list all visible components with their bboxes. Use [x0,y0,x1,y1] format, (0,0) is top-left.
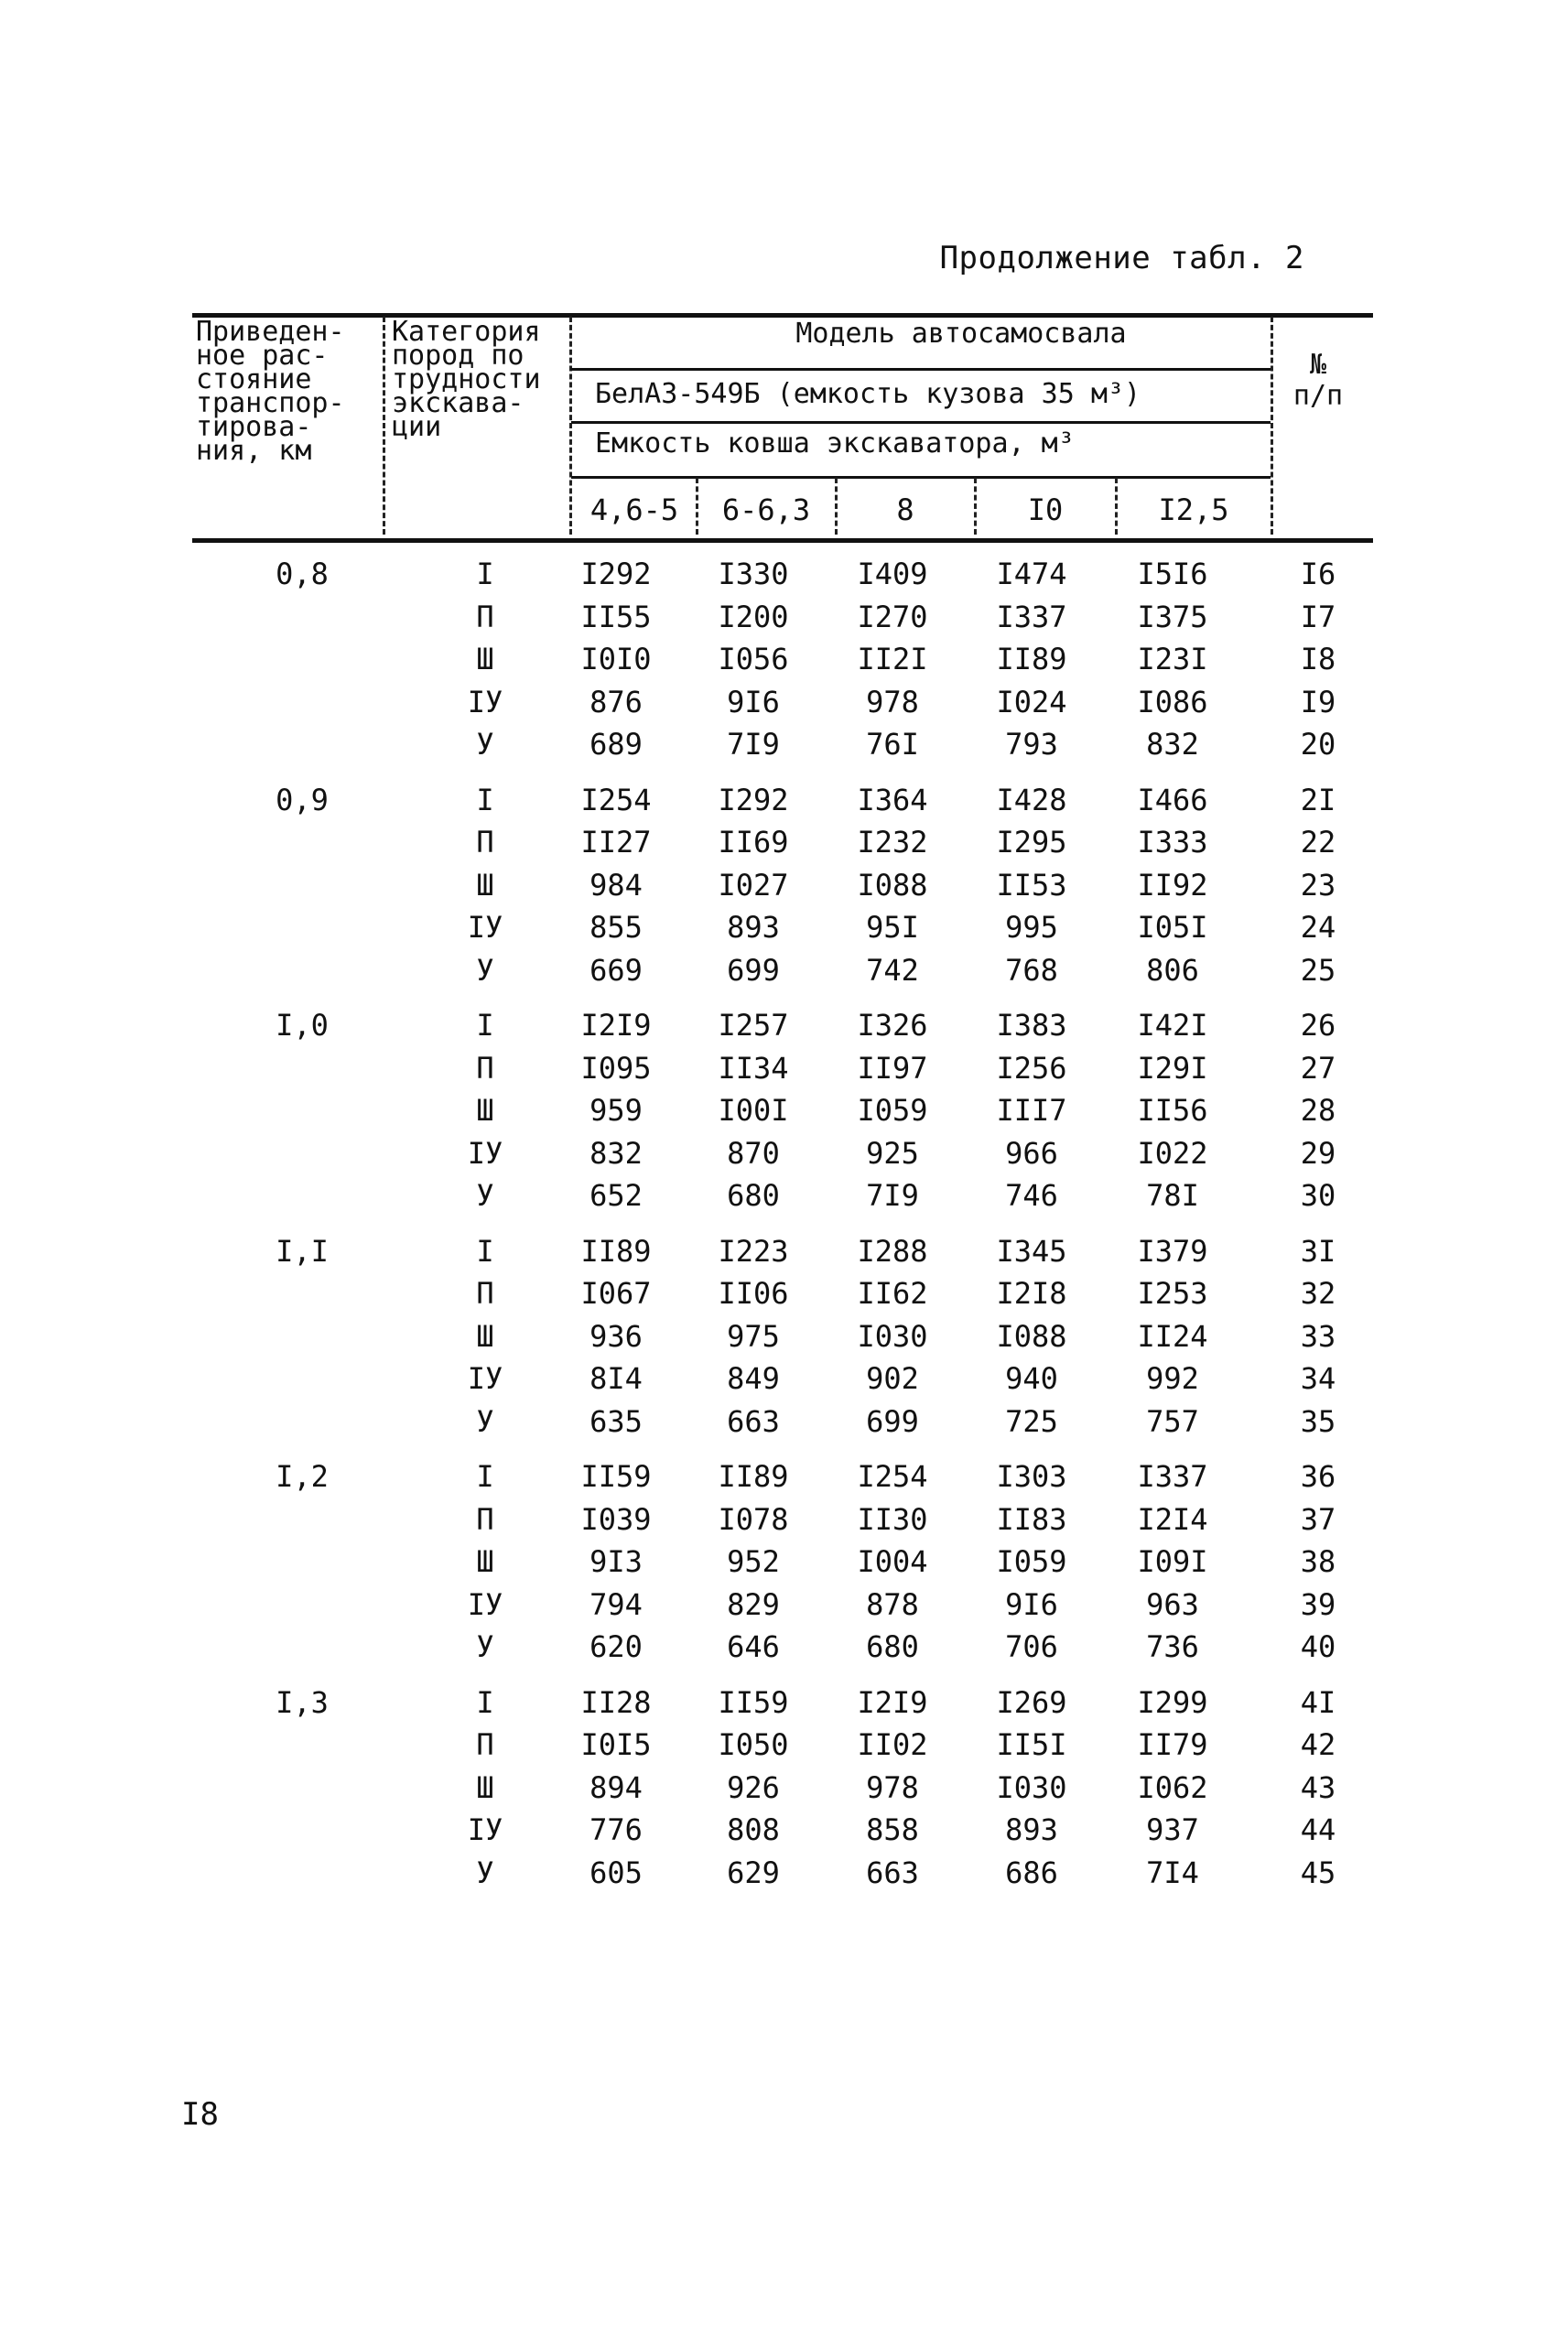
value-cell: I200 [718,599,789,634]
value-cell: I256 [996,1050,1067,1086]
value-cell: 849 [727,1361,780,1396]
category-cell: IУ [467,684,503,719]
value-cell: 680 [727,1178,780,1213]
table-caption: Продолжение табл. 2 [939,240,1304,276]
value-cell: I292 [718,782,789,817]
distance-cell: I,2 [276,1459,329,1494]
value-cell: 926 [727,1769,780,1805]
value-cell: 963 [1146,1586,1199,1622]
row-number-cell: 29 [1300,1135,1336,1171]
value-cell: 686 [1005,1855,1058,1890]
value-cell: 959 [589,1093,643,1128]
category-cell: IУ [467,910,503,945]
value-cell: I364 [857,782,928,817]
value-cell: 776 [589,1812,643,1847]
category-cell: У [476,952,494,988]
value-cell: I375 [1137,599,1208,634]
value-cell: 992 [1146,1361,1199,1396]
value-cell: 7I4 [1146,1855,1199,1890]
value-cell: I050 [718,1727,789,1762]
category-cell: IУ [467,1135,503,1171]
value-cell: I330 [718,557,789,591]
value-cell: 9I3 [589,1544,643,1579]
row-number-cell: 24 [1300,910,1336,945]
value-cell: I474 [996,557,1067,591]
value-cell: 95I [866,910,919,945]
category-cell: У [476,1403,494,1439]
value-cell: I292 [580,557,652,591]
row-number-cell: 34 [1300,1361,1336,1396]
category-cell: IУ [467,1361,503,1396]
value-cell: 936 [589,1318,643,1354]
value-cell: 832 [1146,727,1199,762]
row-number-cell: 43 [1300,1769,1336,1805]
distance-group [192,1454,1373,1667]
value-cell: I095 [580,1050,652,1086]
table-row [192,1722,1373,1765]
value-cell: 757 [1146,1403,1199,1439]
row-number-cell: 42 [1300,1727,1336,1762]
table-row [192,1356,1373,1399]
category-cell: П [476,599,494,634]
row-number-cell: 32 [1300,1276,1336,1311]
category-cell: I [476,1233,494,1269]
value-cell: 652 [589,1178,643,1213]
value-cell: II56 [1137,1093,1208,1128]
table-row [192,1399,1373,1442]
value-cell: I067 [580,1276,652,1311]
category-cell: IУ [467,1812,503,1847]
table-row [192,819,1373,862]
row-number-cell: 26 [1300,1008,1336,1043]
value-cell: 984 [589,867,643,903]
value-cell: 746 [1005,1178,1058,1213]
value-cell: II89 [580,1233,652,1269]
value-cell: I253 [1137,1276,1208,1311]
value-cell: 876 [589,684,643,719]
capacity-header: I2,5 [1158,492,1229,527]
category-cell: У [476,727,494,762]
value-cell: III7 [996,1093,1067,1128]
distance-cell: I,3 [276,1684,329,1720]
row-number-cell: 20 [1300,727,1336,762]
row-number-cell: I7 [1300,599,1336,634]
value-cell: 978 [866,684,919,719]
value-cell: I2I8 [996,1276,1067,1311]
value-cell: II92 [1137,867,1208,903]
value-cell: II62 [857,1276,928,1311]
category-cell: I [476,1008,494,1043]
header-belaz: БелАЗ-549Б (емкость кузова 35 м³) [595,378,1141,410]
data-table [192,313,1373,1892]
value-cell: II5I [996,1727,1067,1762]
value-cell: I030 [996,1769,1067,1805]
value-cell: 663 [727,1403,780,1439]
value-cell: I056 [718,642,789,676]
value-cell: I004 [857,1544,928,1579]
value-cell: I337 [1137,1459,1208,1494]
value-cell: 940 [1005,1361,1058,1396]
table-row [192,1539,1373,1582]
value-cell: I5I6 [1137,557,1208,591]
table-row [192,1807,1373,1850]
row-number-cell: 35 [1300,1403,1336,1439]
distance-group [192,777,1373,990]
value-cell: II2I [857,642,928,676]
table-row [192,1045,1373,1088]
value-cell: 858 [866,1812,919,1847]
distance-group [192,1680,1373,1893]
value-cell: II69 [718,825,789,860]
subheader-rule [571,476,1271,479]
value-cell: I024 [996,684,1067,719]
value-cell: 8I4 [589,1361,643,1396]
category-cell: У [476,1855,494,1890]
table-row [192,721,1373,764]
category-cell: У [476,1178,494,1213]
header-bucket: Емкость ковша экскаватора, м³ [595,427,1075,460]
value-cell: II30 [857,1501,928,1537]
value-cell: 669 [589,952,643,988]
table-row [192,1680,1373,1723]
subheader-rule [571,368,1271,371]
row-number-cell: 40 [1300,1629,1336,1664]
value-cell: I326 [857,1008,928,1043]
value-cell: I078 [718,1501,789,1537]
table-row [192,1454,1373,1497]
value-cell: I223 [718,1233,789,1269]
value-cell: 725 [1005,1403,1058,1439]
row-number-cell: 22 [1300,825,1336,860]
value-cell: II89 [718,1459,789,1494]
value-cell: 829 [727,1586,780,1622]
value-cell: II53 [996,867,1067,903]
table-row [192,1228,1373,1271]
table-row [192,1130,1373,1173]
value-cell: I059 [996,1544,1067,1579]
table-row [192,777,1373,820]
row-number-cell: 39 [1300,1586,1336,1622]
value-cell: I0I5 [580,1727,652,1762]
value-cell: 937 [1146,1812,1199,1847]
value-cell: 978 [866,1769,919,1805]
row-number-cell: 2I [1300,782,1336,817]
value-cell: I257 [718,1008,789,1043]
distance-group [192,1228,1373,1442]
header-model: Модель автосамосвала [795,318,1127,350]
value-cell: II59 [580,1459,652,1494]
distance-cell: I,I [276,1233,329,1269]
value-cell: II28 [580,1684,652,1720]
value-cell: I254 [580,782,652,817]
table-row [192,1271,1373,1314]
value-cell: 952 [727,1544,780,1579]
value-cell: I030 [857,1318,928,1354]
table-row [192,1314,1373,1357]
value-cell: II83 [996,1501,1067,1537]
table-header [192,313,1373,542]
row-number-cell: 30 [1300,1178,1336,1213]
table-row [192,904,1373,947]
distance-cell: I,0 [276,1008,329,1043]
value-cell: I270 [857,599,928,634]
value-cell: 806 [1146,952,1199,988]
page-number: I8 [181,2096,219,2133]
table-row [192,679,1373,722]
table-row [192,1850,1373,1893]
table-body [192,542,1373,1892]
value-cell: I466 [1137,782,1208,817]
capacity-header: 8 [896,492,914,527]
value-cell: I059 [857,1093,928,1128]
category-cell: У [476,1629,494,1664]
value-cell: 902 [866,1361,919,1396]
value-cell: I232 [857,825,928,860]
category-cell: Ш [476,642,494,676]
value-cell: 699 [727,952,780,988]
table-row [192,1582,1373,1625]
row-number-cell: I6 [1300,557,1336,591]
table-row [192,551,1373,594]
value-cell: I022 [1137,1135,1208,1171]
table-row [192,1002,1373,1045]
header-category: Категория пород по трудности экскава- ции [392,316,541,443]
value-cell: I29I [1137,1050,1208,1086]
value-cell: 893 [727,910,780,945]
table-row [192,1624,1373,1667]
category-cell: П [476,1501,494,1537]
table-row [192,947,1373,990]
value-cell: 878 [866,1586,919,1622]
value-cell: 793 [1005,727,1058,762]
value-cell: 706 [1005,1629,1058,1664]
category-cell: I [476,782,494,817]
value-cell: I254 [857,1459,928,1494]
value-cell: 635 [589,1403,643,1439]
value-cell: 680 [866,1629,919,1664]
subheader-rule [571,421,1271,424]
category-cell: П [476,825,494,860]
row-number-cell: 27 [1300,1050,1336,1086]
value-cell: I288 [857,1233,928,1269]
value-cell: I379 [1137,1233,1208,1269]
value-cell: I23I [1137,642,1208,676]
category-cell: П [476,1050,494,1086]
value-cell: 699 [866,1403,919,1439]
value-cell: II34 [718,1050,789,1086]
value-cell: 736 [1146,1629,1199,1664]
value-cell: II27 [580,825,652,860]
capacity-header: 4,6-5 [589,492,679,527]
value-cell: 995 [1005,910,1058,945]
value-cell: 925 [866,1135,919,1171]
value-cell: 808 [727,1812,780,1847]
value-cell: I337 [996,599,1067,634]
value-cell: II89 [996,642,1067,676]
distance-cell: 0,8 [276,557,329,591]
value-cell: I333 [1137,825,1208,860]
value-cell: 629 [727,1855,780,1890]
value-cell: I299 [1137,1684,1208,1720]
header-distance: Приведен- ное рас- стояние транспор- тирова- ния, км [196,316,345,467]
value-cell: I428 [996,782,1067,817]
table-row [192,1087,1373,1130]
category-cell: I [476,1459,494,1494]
header-divider [383,317,385,535]
category-cell: I [476,1684,494,1720]
value-cell: 620 [589,1629,643,1664]
table-row [192,1497,1373,1540]
value-cell: I0I0 [580,642,652,676]
row-number-cell: 36 [1300,1459,1336,1494]
value-cell: 78I [1146,1178,1199,1213]
value-cell: II97 [857,1050,928,1086]
value-cell: 9I6 [727,684,780,719]
value-cell: 689 [589,727,643,762]
value-cell: I09I [1137,1544,1208,1579]
row-number-cell: I9 [1300,684,1336,719]
row-number-cell: 25 [1300,952,1336,988]
value-cell: 894 [589,1769,643,1805]
value-cell: 742 [866,952,919,988]
value-cell: 7I9 [866,1178,919,1213]
value-cell: 966 [1005,1135,1058,1171]
row-number-cell: 33 [1300,1318,1336,1354]
header-divider [569,317,572,535]
value-cell: I383 [996,1008,1067,1043]
distance-cell: 0,9 [276,782,329,817]
value-cell: 893 [1005,1812,1058,1847]
value-cell: I088 [857,867,928,903]
capacity-header: 6-6,3 [721,492,811,527]
value-cell: I269 [996,1684,1067,1720]
value-cell: II06 [718,1276,789,1311]
category-cell: IУ [467,1586,503,1622]
value-cell: I088 [996,1318,1067,1354]
value-cell: I05I [1137,910,1208,945]
value-cell: I00I [718,1093,789,1128]
value-cell: 646 [727,1629,780,1664]
value-cell: 9I6 [1005,1586,1058,1622]
value-cell: I409 [857,557,928,591]
value-cell: 832 [589,1135,643,1171]
value-cell: 975 [727,1318,780,1354]
row-number-cell: 28 [1300,1093,1336,1128]
value-cell: I062 [1137,1769,1208,1805]
value-cell: 768 [1005,952,1058,988]
table-row [192,594,1373,637]
category-cell: I [476,557,494,591]
row-number-cell: I8 [1300,642,1336,676]
top-rule [192,313,1373,318]
value-cell: 855 [589,910,643,945]
value-cell: 76I [866,727,919,762]
header-number: № п/п [1292,349,1344,412]
table-row [192,636,1373,679]
value-cell: I039 [580,1501,652,1537]
value-cell: I345 [996,1233,1067,1269]
value-cell: II59 [718,1684,789,1720]
value-cell: I086 [1137,684,1208,719]
category-cell: Ш [476,1093,494,1128]
value-cell: 870 [727,1135,780,1171]
table-row [192,1173,1373,1216]
value-cell: I303 [996,1459,1067,1494]
value-cell: 663 [866,1855,919,1890]
row-number-cell: 45 [1300,1855,1336,1890]
category-cell: Ш [476,1544,494,1579]
table-row [192,862,1373,905]
value-cell: II24 [1137,1318,1208,1354]
row-number-cell: 44 [1300,1812,1336,1847]
category-cell: Ш [476,1769,494,1805]
row-number-cell: 37 [1300,1501,1336,1537]
distance-group [192,551,1373,764]
category-cell: Ш [476,1318,494,1354]
value-cell: I2I9 [580,1008,652,1043]
value-cell: 605 [589,1855,643,1890]
value-cell: II79 [1137,1727,1208,1762]
table-row [192,1765,1373,1808]
row-number-cell: 4I [1300,1684,1336,1720]
category-cell: Ш [476,867,494,903]
category-cell: П [476,1276,494,1311]
value-cell: I295 [996,825,1067,860]
category-cell: П [476,1727,494,1762]
row-number-cell: 38 [1300,1544,1336,1579]
value-cell: 794 [589,1586,643,1622]
capacity-header: I0 [1027,492,1064,527]
value-cell: 7I9 [727,727,780,762]
value-cell: I42I [1137,1008,1208,1043]
value-cell: I027 [718,867,789,903]
value-cell: II55 [580,599,652,634]
value-cell: I2I9 [857,1684,928,1720]
value-cell: II02 [857,1727,928,1762]
distance-group [192,1002,1373,1216]
row-number-cell: 23 [1300,867,1336,903]
value-cell: I2I4 [1137,1501,1208,1537]
row-number-cell: 3I [1300,1233,1336,1269]
